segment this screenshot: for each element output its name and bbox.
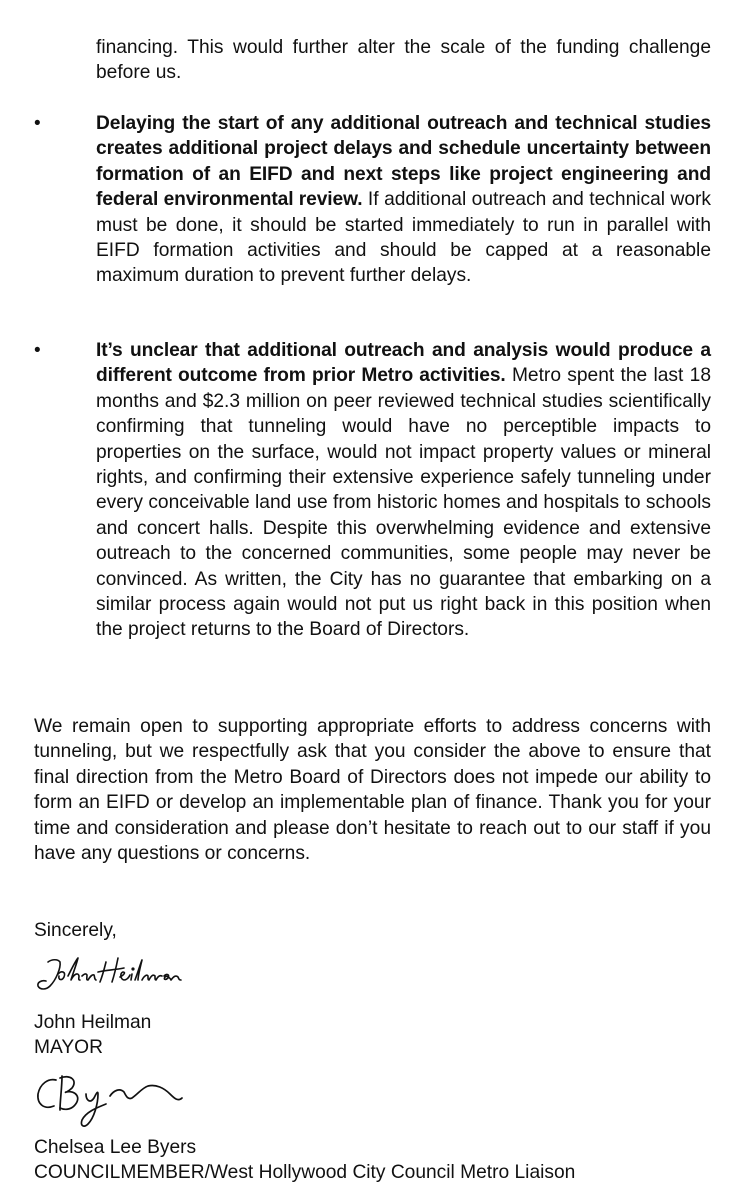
bullet-body: If additional outreach and technical work must be done, it should be started immediately to run in parallel with EIFD formation activities and should be capped at a reasonable maximum duration to prevent further delays. bbox=[96, 189, 712, 287]
bullet-body: Metro spent the last 18 months and $2.3 million on peer reviewed technical studies scientifically confirming that tunneling would have no perceptible impacts to properties on the surface, would not impact property values or mineral rights, and confirming their extensive experience safely tunneling under every conceivable land use from historic homes and hospitals to schools and concert halls. Despite this overwhelming evidence and extensive outreach to the concerned communities, some people may never be convinced. As written, the City has no guarantee that embarking on a similar process again would not put us right back in this position when the project returns to the Board of Directors. bbox=[96, 365, 711, 641]
handwritten-signature-icon bbox=[34, 950, 194, 1000]
signature-chelsea-byers bbox=[32, 1066, 202, 1143]
closing-paragraph: We remain open to supporting appropriate efforts to address concerns with tunneling, but we respectfully ask that you consider the above to ensure that final direction from the Metro Board of Directors does not impede our ability to form an EIFD or develop an implementable plan of finance. Thank you for your time and consideration and please don’t hesitate to reach out to our staff if you have any questions or concerns. bbox=[34, 716, 711, 865]
handwritten-signature-icon bbox=[32, 1066, 202, 1136]
lead-paragraph: financing. This would further alter the scale of the funding challenge before us. bbox=[96, 37, 711, 84]
bullet-text bbox=[96, 338, 711, 643]
signatory-name: John Heilman bbox=[34, 1012, 152, 1033]
salutation: Sincerely, bbox=[34, 920, 117, 941]
bullet-bold-lead: Delaying the start of any additional outreach and technical studies creates additional project delays and schedule uncertainty between formation of an EIFD and next steps like project engineering and federal environmental review. bbox=[96, 113, 711, 211]
bullet-bold-lead: It’s unclear that additional outreach and analysis would produce a different outcome from prior Metro activities. bbox=[96, 340, 711, 387]
signatory-title: COUNCILMEMBER/West Hollywood City Council Metro Liaison bbox=[34, 1162, 576, 1183]
bullet-marker: • bbox=[34, 340, 41, 361]
signatory-title: MAYOR bbox=[34, 1037, 103, 1058]
signature-john-heilman bbox=[34, 950, 194, 1007]
bullet-text bbox=[96, 111, 711, 289]
bullet-marker: • bbox=[34, 113, 41, 134]
signatory-name: Chelsea Lee Byers bbox=[34, 1137, 197, 1158]
